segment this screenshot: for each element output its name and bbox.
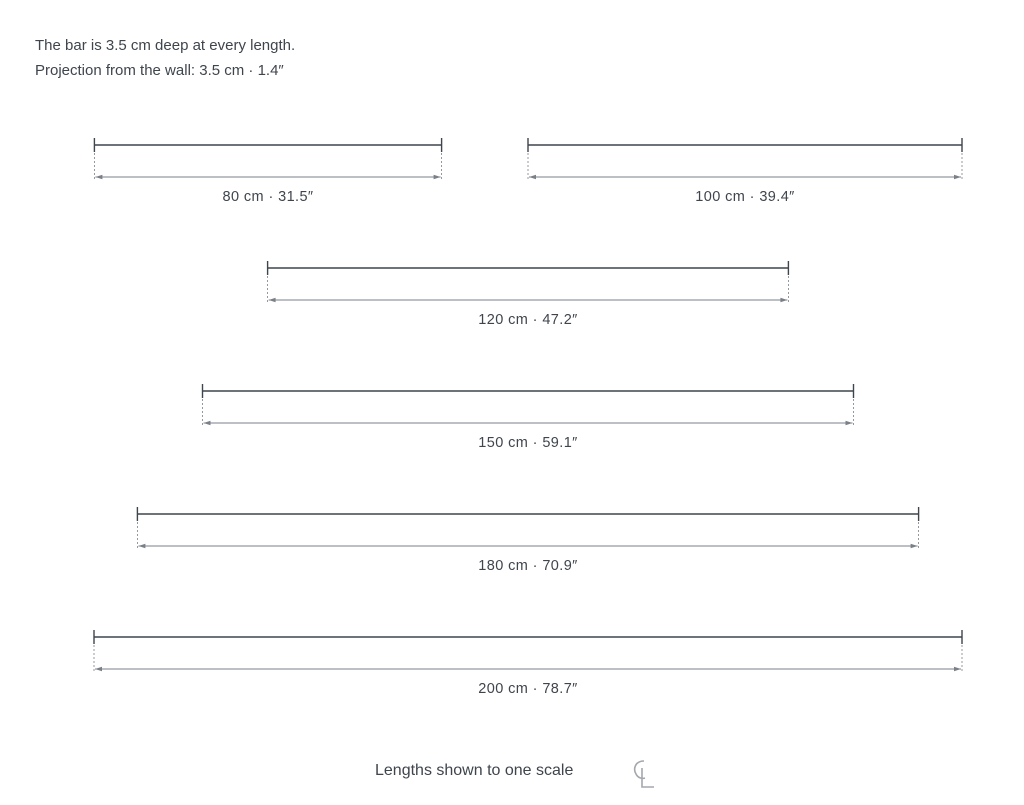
arrowhead-left <box>529 175 536 179</box>
bar-length-label: 120 cm · 47.2″ <box>478 312 578 328</box>
arrowhead-left <box>269 298 276 302</box>
scale-caption: Lengths shown to one scale <box>375 762 574 779</box>
arrowhead-right <box>954 175 961 179</box>
bar-group-200 <box>94 630 962 697</box>
arrowhead-left <box>138 544 145 548</box>
arrowhead-right <box>780 298 787 302</box>
brand-logo-icon <box>628 758 662 790</box>
arrowhead-left <box>95 175 102 179</box>
bar-group-80 <box>94 138 441 205</box>
arrowhead-right <box>954 667 961 671</box>
bar-length-label: 80 cm · 31.5″ <box>222 189 314 205</box>
bar-group-100 <box>528 138 962 205</box>
bar-length-label: 100 cm · 39.4″ <box>695 189 795 205</box>
arrowhead-left <box>95 667 102 671</box>
arrowhead-right <box>434 175 441 179</box>
footer <box>0 758 1024 788</box>
arrowhead-right <box>911 544 918 548</box>
arrowhead-left <box>204 421 211 425</box>
bar-group-120 <box>268 261 789 328</box>
bar-length-label: 180 cm · 70.9″ <box>478 558 578 574</box>
arrowhead-right <box>846 421 853 425</box>
bar-length-label: 200 cm · 78.7″ <box>478 681 578 697</box>
bar-length-label: 150 cm · 59.1″ <box>478 435 578 451</box>
depth-note: The bar is 3.5 cm deep at every length. <box>35 37 296 54</box>
projection-note: Projection from the wall: 3.5 cm · 1.4″ <box>35 62 284 79</box>
bar-group-150 <box>203 384 854 451</box>
bar-group-180 <box>137 507 918 574</box>
